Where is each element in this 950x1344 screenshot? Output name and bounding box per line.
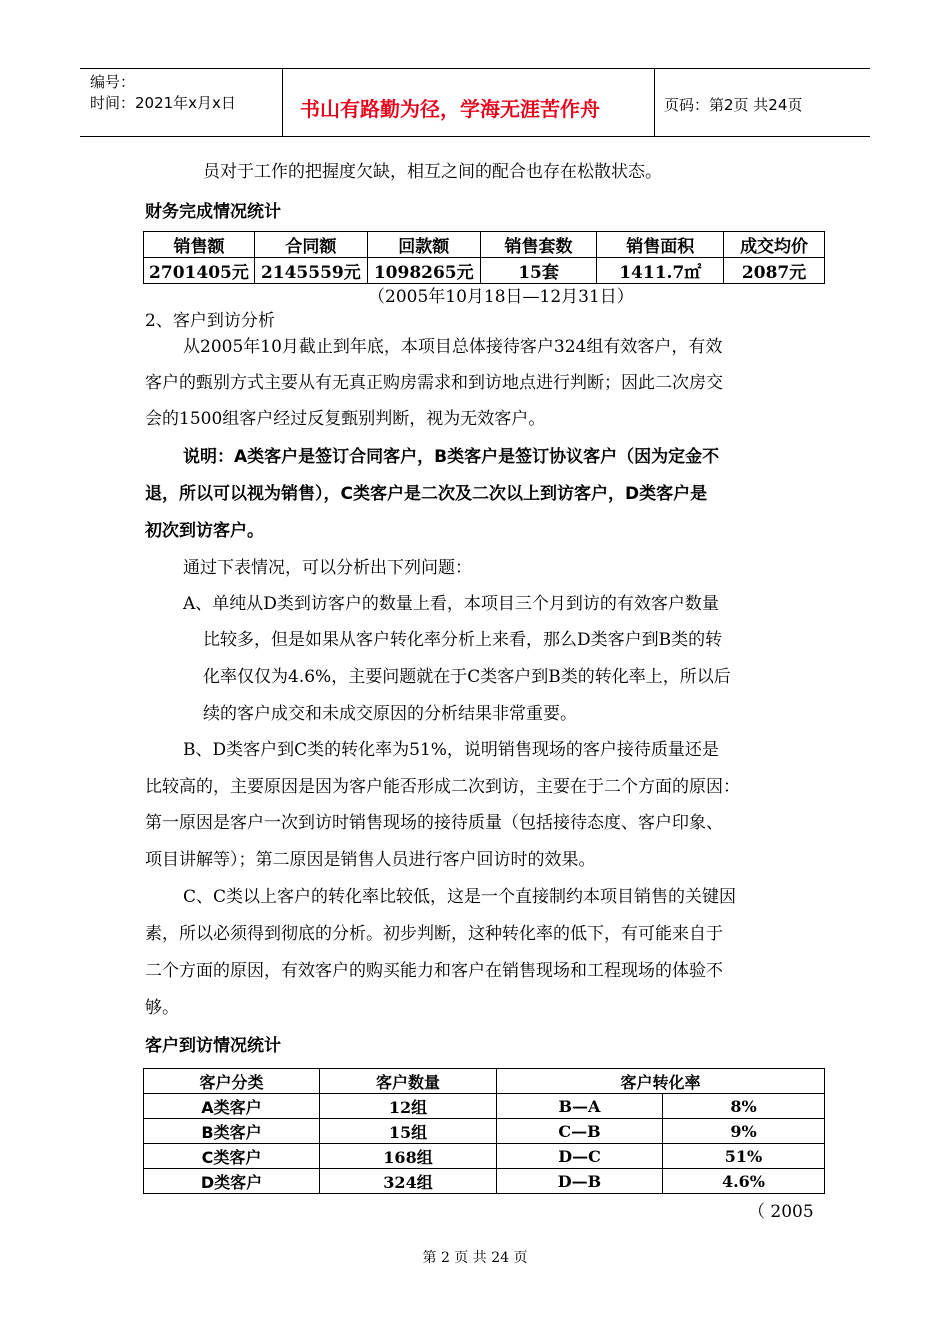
visits-category-cell: A类客户 (144, 1094, 320, 1119)
finance-value-cell: 1411.7㎡ (597, 258, 724, 284)
finance-value-cell: 1098265元 (367, 258, 480, 284)
finance-header-cell: 合同额 (254, 232, 367, 258)
visits-count-cell: 15组 (320, 1119, 497, 1144)
point-a-line: 化率仅仅为4.6%，主要问题就在于C类客户到B类的转化率上，所以后 (203, 667, 731, 687)
finance-header-cell: 销售套数 (480, 232, 597, 258)
visits-path-cell: C—B (497, 1119, 663, 1144)
intro-line: 员对于工作的把握度欠缺，相互之间的配合也存在松散状态。 (203, 162, 662, 182)
finance-value-cell: 2701405元 (144, 258, 255, 284)
header-divider-right (654, 68, 655, 136)
visits-rate-cell: 4.6% (663, 1169, 825, 1194)
lead-line: 通过下表情况，可以分析出下列问题： (183, 558, 472, 578)
visits-path-cell: B—A (497, 1094, 663, 1119)
point-a-line: 比较多，但是如果从客户转化率分析上来看，那么D类客户到B类的转 (203, 630, 723, 650)
doc-date-label: 时间：2021年x月x日 (90, 94, 236, 112)
visits-rate-cell: 8% (663, 1094, 825, 1119)
doc-number-label: 编号： (90, 73, 136, 91)
paragraph-line: 客户的甄别方式主要从有无真正购房需求和到访地点进行判断；因此二次房交 (145, 373, 723, 393)
point-c-line: C、C类以上客户的转化率比较低，这是一个直接制约本项目销售的关键因 (183, 887, 737, 907)
header-motto: 书山有路勤为径，学海无涯苦作舟 (300, 97, 600, 121)
visits-header-row (144, 1069, 825, 1094)
finance-value-row (144, 258, 825, 284)
point-b-line: 比较高的，主要原因是因为客户能否形成二次到访，主要在于二个方面的原因： (145, 777, 740, 797)
visits-title: 客户到访情况统计 (145, 1036, 281, 1056)
table-row (144, 1094, 825, 1119)
visits-rate-cell: 9% (663, 1119, 825, 1144)
point-b-line: 第一原因是客户一次到访时销售现场的接待质量（包括接待态度、客户印象、 (145, 813, 723, 833)
finance-title: 财务完成情况统计 (145, 202, 281, 222)
finance-value-cell: 15套 (480, 258, 597, 284)
visits-path-cell: D—C (497, 1144, 663, 1169)
finance-header-cell: 销售面积 (597, 232, 724, 258)
header-bottom-rule (80, 136, 870, 137)
table-row (144, 1119, 825, 1144)
finance-header-cell: 回款额 (367, 232, 480, 258)
visits-table (143, 1068, 825, 1194)
table-row (144, 1144, 825, 1169)
finance-header-cell: 成交均价 (724, 232, 825, 258)
visits-category-cell: D类客户 (144, 1169, 320, 1194)
visits-header-cell: 客户转化率 (497, 1069, 825, 1094)
finance-header-cell: 销售额 (144, 232, 255, 258)
section-heading: 2、客户到访分析 (145, 311, 275, 331)
finance-value-cell: 2087元 (724, 258, 825, 284)
point-b-line: 项目讲解等）；第二原因是销售人员进行客户回访时的效果。 (145, 850, 596, 870)
point-c-line: 二个方面的原因，有效客户的购买能力和客户在销售现场和工程现场的体验不 (145, 961, 723, 981)
visits-rate-cell: 51% (663, 1144, 825, 1169)
point-a-line: A、单纯从D类到访客户的数量上看，本项目三个月到访的有效客户数量 (183, 594, 719, 614)
paragraph-line: 从2005年10月截止到年底，本项目总体接待客户324组有效客户，有效 (183, 337, 723, 357)
header-divider-left (282, 68, 283, 136)
finance-period: （2005年10月18日—12月31日） (368, 287, 634, 307)
note-line: 退，所以可以视为销售），C类客户是二次及二次以上到访客户，D类客户是 (145, 484, 708, 504)
visits-path-cell: D—B (497, 1169, 663, 1194)
paragraph-line: 会的1500组客户经过反复甄别判断，视为无效客户。 (145, 409, 546, 429)
table-row (144, 1169, 825, 1194)
note-line: 说明：A类客户是签订合同客户，B类客户是签订协议客户（因为定金不 (183, 447, 720, 467)
header-top-rule (80, 68, 870, 69)
visits-header-cell: 客户分类 (144, 1069, 320, 1094)
page-info: 页码：第2页 共24页 (664, 96, 803, 114)
visits-period-fragment: （ 2005 (748, 1202, 814, 1222)
visits-count-cell: 168组 (320, 1144, 497, 1169)
point-b-line: B、D类客户到C类的转化率为51%，说明销售现场的客户接待质量还是 (183, 740, 719, 760)
finance-value-cell: 2145559元 (254, 258, 367, 284)
point-c-line: 够。 (145, 998, 179, 1018)
finance-header-row (144, 232, 825, 258)
visits-category-cell: B类客户 (144, 1119, 320, 1144)
note-line: 初次到访客户。 (145, 521, 264, 541)
visits-count-cell: 12组 (320, 1094, 497, 1119)
point-c-line: 素，所以必须得到彻底的分析。初步判断，这种转化率的低下，有可能来自于 (145, 924, 723, 944)
visits-category-cell: C类客户 (144, 1144, 320, 1169)
point-a-line: 续的客户成交和未成交原因的分析结果非常重要。 (203, 704, 577, 724)
visits-header-cell: 客户数量 (320, 1069, 497, 1094)
visits-count-cell: 324组 (320, 1169, 497, 1194)
page-footer: 第 2 页 共 24 页 (422, 1250, 528, 1266)
finance-table (143, 231, 825, 284)
